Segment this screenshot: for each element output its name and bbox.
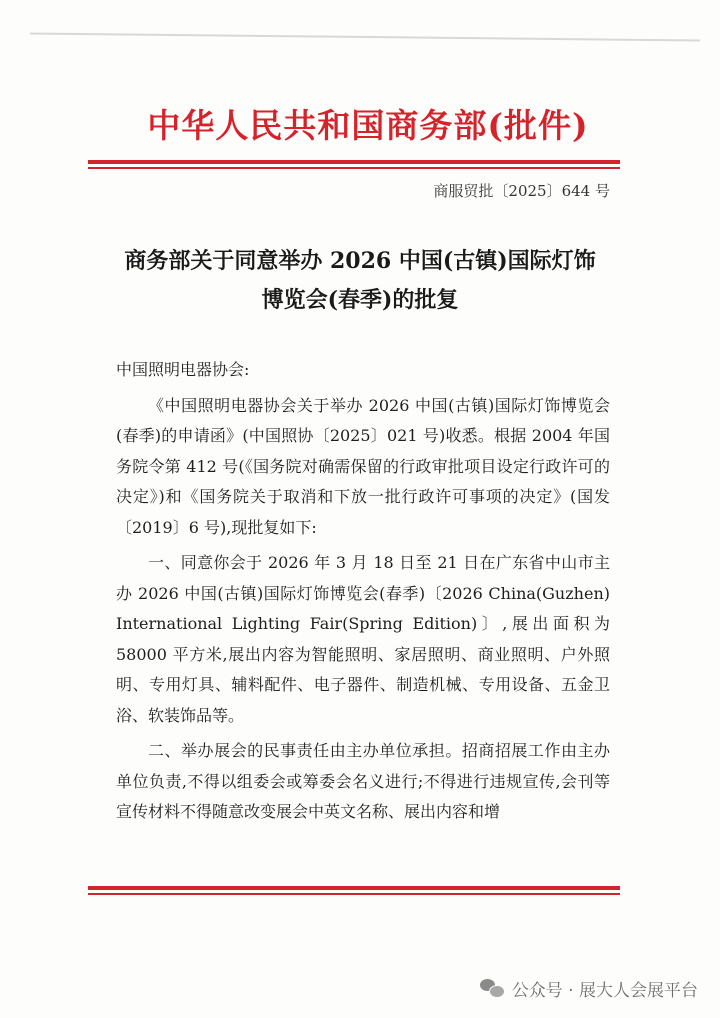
page-edge-shadow [30, 32, 700, 41]
header-red-line-thin [88, 167, 620, 169]
document-body [116, 355, 610, 828]
document-title-line-2: 博览会(春季)的批复 [261, 287, 459, 313]
document-title [100, 242, 620, 320]
paragraph-2: 一、同意你会于 2026 年 3 月 18 日至 21 日在广东省中山市主办 2026 中国(古镇)国际灯饰博览会(春季)〔2026 China(Guzhen) International Lighting Fair(Spring Edition)〕,展出面积为 58000 平方米,展出内容为智能照明、家居照明、商业照明、户外照明、专用灯具、辅料配件、电子器件、制造机械、专用设备、五金卫浴、软装饰品等。 [116, 553, 610, 725]
document-title-line-1: 商务部关于同意举办 2026 中国(古镇)国际灯饰 [124, 248, 596, 274]
ministry-header-title: 中华人民共和国商务部(批件) [147, 106, 589, 145]
header-red-line-thick [88, 160, 620, 164]
watermark [480, 976, 698, 1001]
wechat-icon [480, 979, 504, 999]
footer-red-line-thin [88, 893, 620, 895]
document-number: 商服贸批〔2025〕644 号 [433, 182, 610, 200]
paragraph-3: 二、举办展会的民事责任由主办单位承担。招商招展工作由主办单位负责,不得以组委会或筹委会名义进行;不得进行违规宣传,会刊等宣传材料不得随意改变展会中英文名称、展出内容和增 [116, 741, 610, 821]
salutation: 中国照明电器协会: [116, 360, 250, 379]
paragraph-1: 《中国照明电器协会关于举办 2026 中国(古镇)国际灯饰博览会(春季)的申请函》(中国照协〔2025〕021 号)收悉。根据 2004 年国务院令第 412 号(《国务院对确需保留的行政审批项目设定行政许可的决定》)和《国务院关于取消和下放一批行政许可事项的决定》(国发〔2019〕6 号),现批复如下: [116, 395, 610, 537]
watermark-text: 公众号 · 展大人会展平台 [511, 981, 698, 1001]
footer-red-line-thick [88, 886, 620, 890]
